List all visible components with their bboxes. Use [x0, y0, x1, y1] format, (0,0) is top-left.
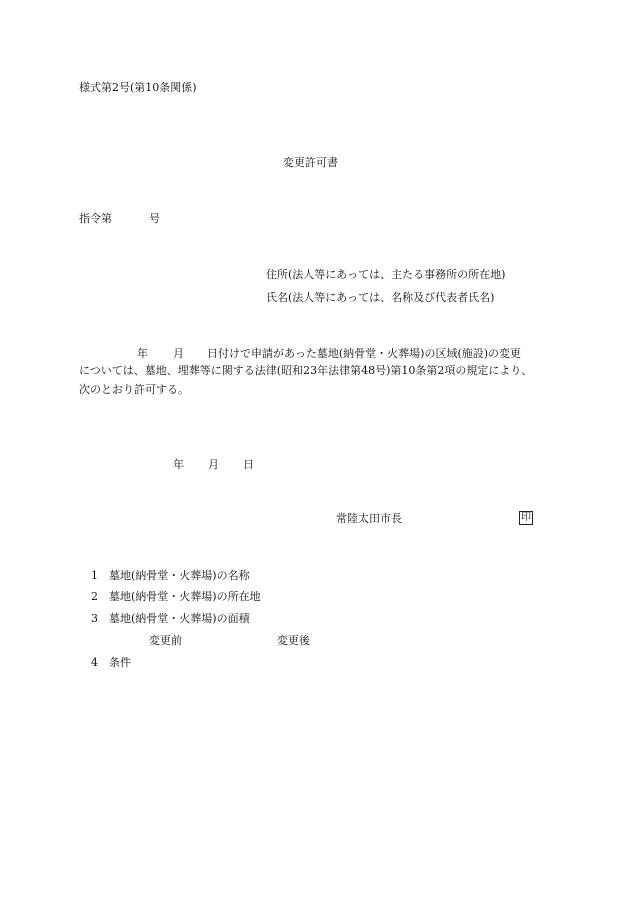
item-number: 4 — [91, 656, 98, 669]
directive-suffix: 号 — [149, 212, 160, 225]
item-number: 3 — [91, 612, 98, 625]
form-number: 様式第2号(第10条関係) — [79, 81, 197, 94]
directive-prefix: 指令第 — [79, 212, 112, 225]
area-before-label: 変更前 — [149, 634, 182, 647]
body-line3: 次のとおり許可する。 — [79, 383, 189, 396]
date-month: 月 — [208, 458, 219, 471]
document-title: 変更許可書 — [283, 156, 338, 169]
body-month: 月 — [173, 347, 184, 360]
seal-mark: 印 — [521, 512, 531, 523]
issuer-title: 常陸太田市長 — [336, 512, 402, 525]
item-number: 1 — [91, 569, 98, 582]
recipient-name-label: 氏名(法人等にあっては、名称及び代表者氏名) — [266, 291, 495, 304]
item-text: 条件 — [109, 656, 131, 669]
date-year: 年 — [173, 458, 184, 471]
item-text: 墓地(納骨堂・火葬場)の面積 — [109, 612, 250, 625]
area-after-label: 変更後 — [277, 634, 310, 647]
date-day: 日 — [243, 458, 254, 471]
body-line2: については、墓地、埋葬等に関する法律(昭和23年法律第48号)第10条第2項の規定により、 — [79, 364, 533, 377]
body-year: 年 — [137, 347, 148, 360]
item-text: 墓地(納骨堂・火葬場)の所在地 — [109, 590, 261, 603]
item-number: 2 — [91, 590, 98, 603]
recipient-address-label: 住所(法人等にあっては、主たる事務所の所在地) — [266, 268, 506, 281]
item-text: 墓地(納骨堂・火葬場)の名称 — [109, 569, 250, 582]
body-line1: 日付けで申請があった墓地(納骨堂・火葬場)の区域(施設)の変更 — [207, 347, 522, 360]
